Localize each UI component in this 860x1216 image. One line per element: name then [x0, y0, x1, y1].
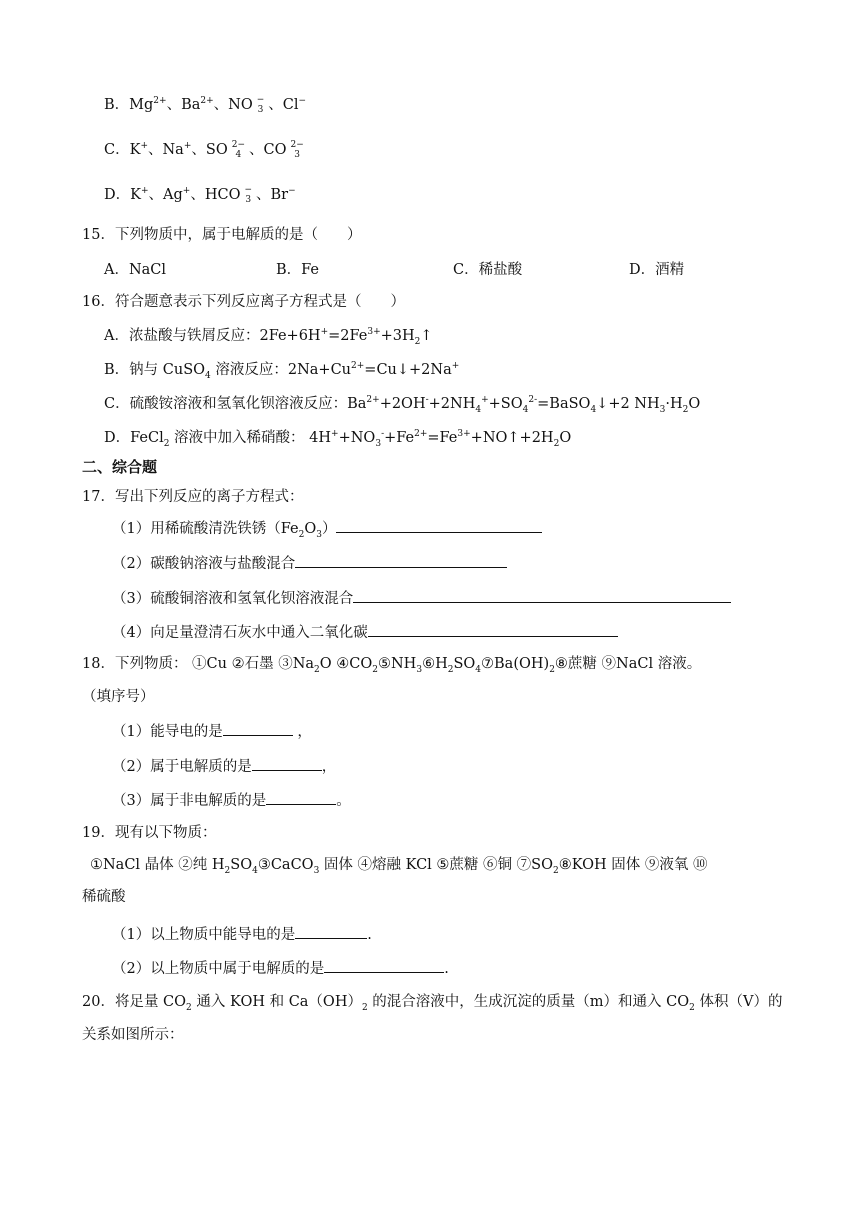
q20-stem-line2: 关系如图所示：	[82, 1027, 184, 1043]
q19-substance-list-cont: 稀硫酸	[82, 889, 126, 905]
q16-option-d: D．FeCl$_2$ 溶液中加入稀硝酸： $4H^++NO_3^-+Fe^{2+}=Fe^{3+}+NO↑+2H_2O$	[104, 429, 572, 449]
answer-blank[interactable]	[266, 790, 336, 805]
q18-stem: 18．下列物质： ①Cu ②石墨 $③Na_2O$ $④CO_2⑤NH_3⑥H_2SO_4⑦Ba(OH)_2⑧$蔗糖 ⑨NaCl 溶液。	[82, 656, 702, 675]
answer-blank[interactable]	[336, 518, 542, 533]
q19-item-2: （2）以上物质中属于电解质的是 .	[112, 958, 449, 979]
q17-stem: 17．写出下列反应的离子方程式：	[82, 489, 304, 505]
q14-option-b: B．$Mg^{2+}$、$Ba^{2+}$、NO − 3 、Cl−	[104, 95, 307, 115]
q15-option-d: D．酒精	[629, 262, 685, 278]
answer-blank[interactable]	[324, 958, 444, 973]
q15-option-b: B．Fe	[276, 262, 320, 278]
q15-stem: 15．下列物质中，属于电解质的是（ ）	[82, 227, 362, 243]
q16-stem: 16．符合题意表示下列反应离子方程式是（ ）	[82, 294, 405, 310]
answer-blank[interactable]	[295, 924, 367, 939]
q17-item-3: （3）硫酸铜溶液和氢氧化钡溶液混合	[112, 588, 731, 609]
answer-blank[interactable]	[368, 622, 618, 637]
q14-option-c: C．K+、Na+、SO 2− 4 、CO 2− 3	[104, 140, 304, 160]
q18-note: （填序号）	[82, 689, 155, 705]
q15-option-a: A．NaCl	[104, 262, 167, 278]
answer-blank[interactable]	[295, 553, 507, 568]
q17-item-4: （4）向足量澄清石灰水中通入二氧化碳	[112, 622, 618, 643]
q14-option-d: D．K+、Ag+、HCO − 3 、Br−	[104, 185, 296, 205]
q18-item-2: （2）属于电解质的是 ，	[112, 756, 336, 777]
q20-stem-line1: 20．将足量 $CO_2$ 通入 KOH 和 $Ca(OH)_2$ 的混合溶液中，生成沉淀的质量（m）和通入 $CO_2$ 体积（V）的	[82, 994, 783, 1013]
q16-option-b: B．钠与 CuSO$_4$ 溶液反应：$2Na+Cu^{2+}=Cu↓+2Na^+$	[104, 361, 460, 381]
q19-substance-list: ①NaCl 晶体 ②纯 $H_2SO_4③CaCO_3$ 固体 ④熔融 KCl ⑤蔗糖 ⑥铜 $⑦SO_2⑧KOH$ 固体 ⑨液氧 ⑩	[90, 857, 708, 876]
q15-option-c: C．稀盐酸	[453, 262, 523, 278]
q19-stem: 19．现有以下物质：	[82, 825, 217, 841]
q17-item-2: （2）碳酸钠溶液与盐酸混合	[112, 553, 507, 574]
answer-blank[interactable]	[223, 721, 293, 736]
answer-blank[interactable]	[252, 756, 322, 771]
q16-option-a: A．浓盐酸与铁屑反应：$2Fe+6H^+=2Fe^{3+}+3H_2↑$	[104, 327, 433, 347]
q18-item-3: （3）属于非电解质的是 。	[112, 790, 351, 811]
q19-item-1: （1）以上物质中能导电的是 .	[112, 924, 372, 945]
section-title: 二、综合题	[82, 458, 158, 476]
q17-item-1: （1）用稀硫酸清洗铁锈$(Fe_2O_3)$	[112, 518, 542, 539]
answer-blank[interactable]	[353, 588, 731, 603]
q18-item-1: （1）能导电的是 ，	[112, 721, 312, 742]
q16-option-c: C．硫酸铵溶液和氢氧化钡溶液反应：$Ba^{2+}+2OH^-+2NH_4^++SO_4^{2-}=BaSO_4↓+2$ $NH_3\cdot H_2O$	[104, 395, 701, 415]
